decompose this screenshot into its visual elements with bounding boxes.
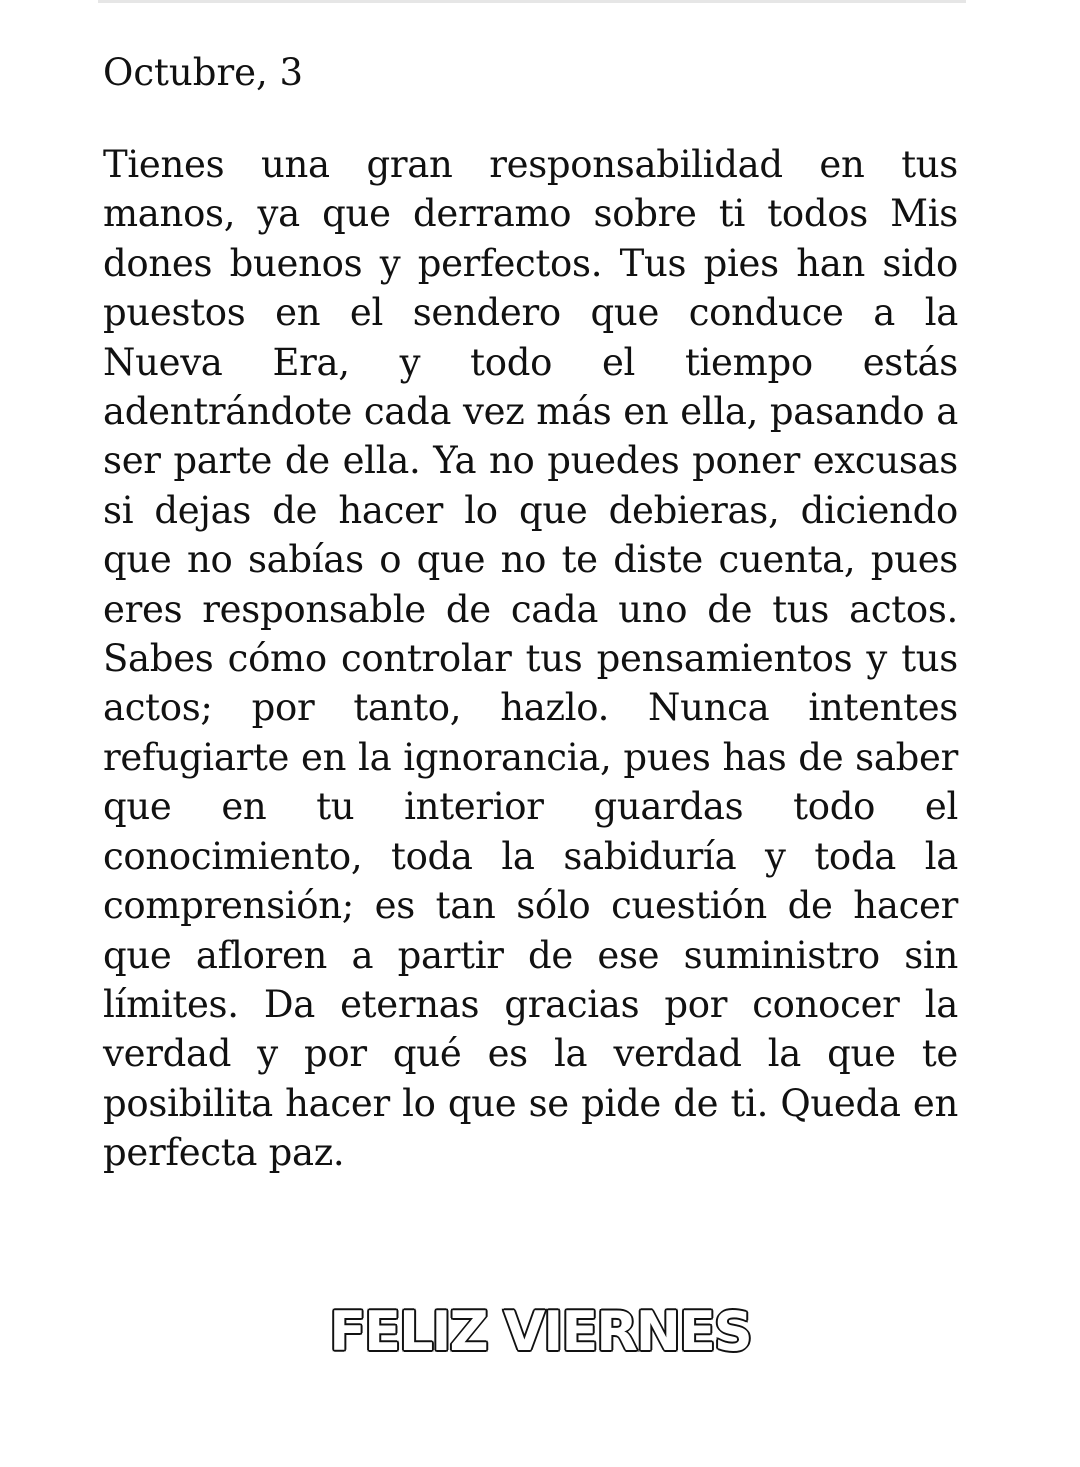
- devotional-page: [103, 46, 958, 1178]
- top-divider: [98, 0, 966, 3]
- entry-date: Octubre, 3: [103, 51, 304, 94]
- entry-text: Tienes una gran responsabilidad en tus manos, ya que derramo sobre ti todos Mis dones buenos y perfectos. Tus pies han sido puestos en el sendero que conduce a la Nueva Era, y todo el tiempo estás adentrándote cada vez más en ella, pasando a ser parte de ella. Ya no puedes poner excusas si dejas de hacer lo que debieras, diciendo que no sabías o que no te diste cuenta, pues eres responsable de cada uno de tus actos. Sabes cómo controlar tus pensamientos y tus actos; por tanto, hazlo. Nunca intentes refugiarte en la ignorancia, pues has de saber que en tu interior guardas todo el conocimiento, toda la sabiduría y toda la comprensión; es tan sólo cuestión de hacer que afloren a partir de ese suministro sin límites. Da eternas gracias por conocer la verdad y por qué es la verdad la que te posibilita hacer lo que se pide de ti. Queda en perfecta paz.: [103, 143, 958, 1175]
- greeting-banner: FELIZ VIERNES: [329, 1300, 751, 1363]
